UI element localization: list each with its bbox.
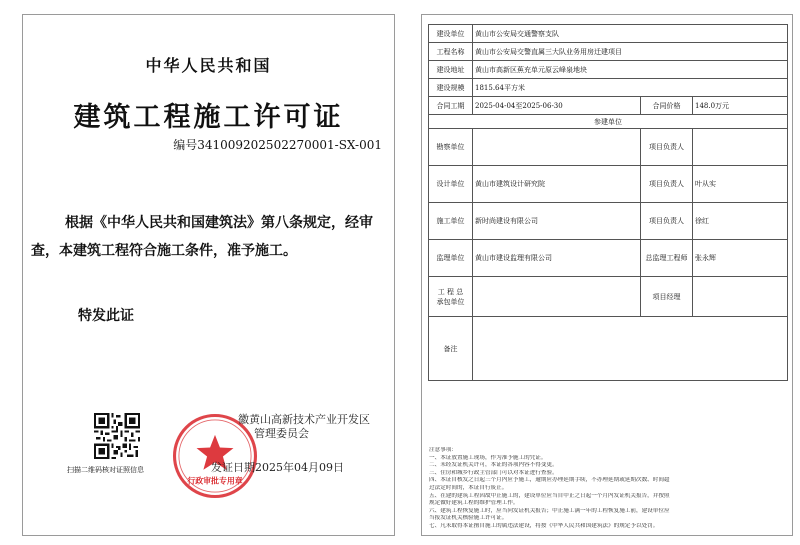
- special-certification-text: 特发此证: [78, 308, 134, 324]
- contract-price-value: 148.0万元: [693, 97, 788, 115]
- body-text-line-2: 查，本建筑工程符合施工条件，准予施工。: [31, 243, 297, 259]
- row-label: 工程名称: [429, 43, 473, 61]
- table-row: [429, 25, 788, 43]
- participant-lead-label: 项目经理: [641, 277, 693, 317]
- row-label: 建设规模: [429, 79, 473, 97]
- remarks-value: [473, 317, 788, 381]
- participant-lead-label: 总监理工程师: [641, 240, 693, 277]
- participant-name: [473, 277, 641, 317]
- serial-number: 编号341009202502270001-SX-001: [173, 138, 382, 152]
- participant-role: 设计单位: [429, 166, 473, 203]
- participant-lead-label: 项目负责人: [641, 166, 693, 203]
- qr-caption: 扫描二维码核对证照信息: [67, 466, 144, 474]
- participant-role: 施工单位: [429, 203, 473, 240]
- participant-lead: [693, 129, 788, 166]
- participant-role: 工 程 总 承包单位: [429, 277, 473, 317]
- notes-title: 注意事项：: [429, 447, 457, 453]
- certificate-front-page: [22, 14, 395, 536]
- participant-lead-label: 项目负责人: [641, 129, 693, 166]
- body-text-line-1: 根据《中华人民共和国建筑法》第八条规定，经审: [65, 215, 373, 231]
- participant-row: [429, 166, 788, 203]
- notes-section: [429, 447, 789, 531]
- participant-lead: [693, 277, 788, 317]
- issue-date: 发证日期2025年04月09日: [211, 461, 344, 474]
- project-info-table: [428, 24, 788, 381]
- issuer-line-1: 徽黄山高新技术产业开发区: [238, 413, 370, 426]
- note-line: 一、本证放置施工现场，作为准予施工的凭证。: [429, 454, 547, 461]
- note-line: 三、住房和城乡行政主管部门可以对本证进行查验。: [429, 469, 558, 476]
- table-row: [429, 97, 788, 115]
- issuing-authority: [238, 413, 398, 441]
- note-line: 当报发证机关核验施工许可证。: [429, 515, 508, 522]
- participant-role: 监理单位: [429, 240, 473, 277]
- participant-row: [429, 203, 788, 240]
- note-line: 七、凡未取得本证擅自施工的属违法建设，将按《中华人民共和国建筑法》的规定予以处罚。: [429, 522, 659, 529]
- note-line: 过法定时间的，本证自行废止。: [429, 484, 508, 491]
- participant-row: [429, 240, 788, 277]
- country-heading: 中华人民共和国: [145, 56, 272, 75]
- table-row: [429, 115, 788, 129]
- participant-role: 勘察单位: [429, 129, 473, 166]
- row-label: 建设单位: [429, 25, 473, 43]
- participants-header: 参建单位: [429, 115, 788, 129]
- project-name-value: 黄山市公安局交警直属三大队业务用房迁建项目: [473, 43, 788, 61]
- table-row: [429, 43, 788, 61]
- qr-code-icon[interactable]: [94, 413, 140, 459]
- participant-row: [429, 129, 788, 166]
- participant-name: 新时尚建设有限公司: [473, 203, 641, 240]
- participant-name: 黄山市建设监理有限公司: [473, 240, 641, 277]
- note-line: 六、建筑工程恢复施工时，应当向发证机关报告；中止施工满一年的工程恢复施工前，建设单位应: [429, 507, 670, 514]
- table-row: [429, 79, 788, 97]
- issuer-line-2: 管理委员会: [254, 427, 309, 440]
- seal-center-text: 行政审批专用章: [187, 476, 243, 486]
- construction-unit-value: 黄山市公安局交通警察支队: [473, 25, 788, 43]
- row-label: 建设地址: [429, 61, 473, 79]
- table-row: [429, 61, 788, 79]
- contract-period-value: 2025-04-04至2025-06-30: [473, 97, 641, 115]
- remarks-row: [429, 317, 788, 381]
- participant-lead: 徐红: [693, 203, 788, 240]
- note-line: 二、未经发证机关许可，本证的各项内容不得变更。: [429, 462, 558, 469]
- note-line: 规定做好建筑工程的维护管理工作。: [429, 500, 519, 507]
- participant-name: 黄山市建筑设计研究院: [473, 166, 641, 203]
- participant-row: [429, 277, 788, 317]
- remarks-label: 备注: [429, 317, 473, 381]
- participant-lead: 张永辉: [693, 240, 788, 277]
- participant-name: [473, 129, 641, 166]
- note-line: 四、本证自核发之日起三个月内应予施工，逾期应办理延期手续，不办理延期或延期次数、时间超: [429, 477, 670, 484]
- scale-value: 1815.64平方米: [473, 79, 788, 97]
- participant-lead-label: 项目负责人: [641, 203, 693, 240]
- certificate-details-page: [421, 14, 793, 536]
- certificate-title: 建筑工程施工许可证: [73, 102, 344, 133]
- note-line: 五、在建的建筑工程因故中止施工的，建设单位应当自中止之日起一个月内发证机关报告，并按照: [429, 492, 670, 499]
- contract-price-label: 合同价格: [641, 97, 693, 115]
- row-label: 合同工期: [429, 97, 473, 115]
- address-value: 黄山市高新区蕉充单元原云峰泉地块: [473, 61, 788, 79]
- participant-lead: 叶从实: [693, 166, 788, 203]
